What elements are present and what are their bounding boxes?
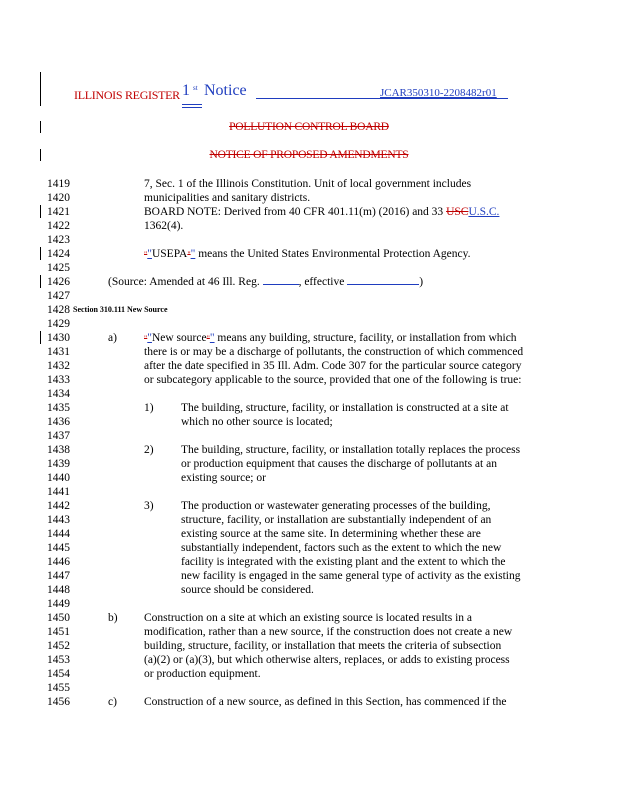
text-line: structure, facility, or installation are substantially independent of an — [181, 514, 492, 526]
inserted-quote: " — [190, 248, 196, 260]
inserted-text: U.S.C. — [468, 206, 500, 218]
deleted-quote: " — [187, 250, 191, 259]
text-line: municipalities and sanitary districts. — [144, 192, 311, 204]
issue-number: 1 — [182, 82, 190, 99]
double-underline — [182, 104, 202, 105]
change-bar — [40, 247, 41, 260]
line-number: 1452 — [47, 640, 70, 652]
text-line: or production equipment. — [144, 668, 261, 680]
line-number: 1437 — [47, 430, 70, 442]
definition-new-source — [144, 331, 517, 346]
line-number: 1455 — [47, 682, 70, 694]
line-number: 1444 — [47, 528, 70, 540]
defined-term: USEPA — [151, 248, 188, 260]
line-number: 1419 — [47, 178, 70, 190]
defined-term: New source — [151, 332, 207, 344]
subsection-label: a) — [108, 332, 117, 344]
change-bar — [40, 331, 41, 344]
deleted-quote: " — [206, 334, 210, 343]
line-number: 1439 — [47, 458, 70, 470]
line-number: 1442 — [47, 500, 70, 512]
change-bar — [40, 275, 41, 288]
line-number: 1447 — [47, 570, 70, 582]
issue-superscript: st — [193, 84, 198, 92]
line-number: 1430 — [47, 332, 70, 344]
board-title: POLLUTION CONTROL BOARD — [229, 121, 389, 133]
inserted-quote: " — [147, 248, 152, 260]
text-line: 7, Sec. 1 of the Illinois Constitution. Unit of local government includes — [144, 178, 472, 190]
text-line: The building, structure, facility, or installation is constructed at a site at — [181, 402, 509, 414]
line-number: 1423 — [47, 234, 70, 246]
text-line: substantially independent, factors such as the extent to which the new — [181, 542, 502, 554]
deleted-quote: " — [144, 334, 148, 343]
text-line: (a)(2) or (a)(3), but which otherwise alters, replaces, or adds to existing process — [144, 654, 510, 666]
notice-word: Notice — [204, 82, 247, 99]
subsection-label: 2) — [144, 444, 154, 456]
text-line: Construction of a new source, as defined in this Section, has commenced if the — [144, 696, 507, 708]
inserted-quote: " — [209, 332, 215, 344]
text-line: or subcategory applicable to the source, provided that one of the following is true: — [144, 374, 522, 386]
line-number: 1421 — [47, 206, 70, 218]
line-number: 1441 — [47, 486, 70, 498]
line-number: 1454 — [47, 668, 70, 680]
register-header — [0, 82, 618, 112]
source-text: ) — [419, 276, 424, 288]
line-number: 1438 — [47, 444, 70, 456]
text-line: The production or wastewater generating processes of the building, — [181, 500, 491, 512]
source-line — [108, 275, 423, 289]
line-number: 1446 — [47, 556, 70, 568]
line-number: 1428 — [47, 304, 70, 316]
line-number: 1456 — [47, 696, 70, 708]
text-line: The building, structure, facility, or installation totally replaces the process — [181, 444, 521, 456]
line-number: 1422 — [47, 220, 70, 232]
line-number: 1427 — [47, 290, 70, 302]
register-page-blank — [263, 275, 299, 285]
text-line: or production equipment that causes the discharge of pollutants at an — [181, 458, 497, 470]
text-line: after the date specified in 35 Ill. Adm. Code 307 for the particular source category — [144, 360, 522, 372]
line-number: 1434 — [47, 388, 70, 400]
inserted-quote: " — [147, 332, 152, 344]
line-number: 1424 — [47, 248, 70, 260]
double-underline — [182, 107, 202, 108]
definition-usepa — [144, 247, 471, 262]
line-number: 1435 — [47, 402, 70, 414]
text-line: new facility is engaged in the same general type of activity as the existing — [181, 570, 521, 582]
text-line: facility is integrated with the existing plant and the extent to which the — [181, 556, 506, 568]
register-name: ILLINOIS REGISTER — [74, 88, 180, 102]
subsection-label: b) — [108, 612, 118, 624]
board-note-line — [144, 205, 499, 219]
text-line: Construction on a site at which an existing source is located results in a — [144, 612, 472, 624]
board-note-text: BOARD NOTE: Derived from 40 CFR 401.11(m) (2016) and 33 — [144, 206, 447, 218]
line-number: 1433 — [47, 374, 70, 386]
line-number: 1426 — [47, 276, 70, 288]
line-number: 1429 — [47, 318, 70, 330]
text-line: there is or may be a discharge of pollutants, the construction of which commenced — [144, 346, 524, 358]
source-text: (Source: Amended at 46 Ill. Reg. — [108, 276, 263, 288]
line-number: 1420 — [47, 192, 70, 204]
subsection-label: 1) — [144, 402, 154, 414]
text-line: source should be considered. — [181, 584, 314, 596]
line-number: 1432 — [47, 360, 70, 372]
subsection-label: 3) — [144, 500, 154, 512]
text-line: which no other source is located; — [181, 416, 333, 428]
source-text: , effective — [298, 276, 348, 288]
line-number: 1443 — [47, 514, 70, 526]
effective-date-blank — [347, 275, 419, 285]
definition-text: means the United States Environmental Protection Agency. — [195, 248, 471, 260]
text-line: building, structure, facility, or installation that meets the criteria of subsection — [144, 640, 502, 652]
change-bar — [40, 205, 41, 218]
line-number: 1440 — [47, 472, 70, 484]
line-number: 1431 — [47, 346, 70, 358]
subsection-label: c) — [108, 696, 117, 708]
line-number: 1449 — [47, 598, 70, 610]
line-number: 1448 — [47, 584, 70, 596]
text-line: existing source; or — [181, 472, 266, 484]
notice-title: NOTICE OF PROPOSED AMENDMENTS — [209, 149, 409, 161]
line-number: 1425 — [47, 262, 70, 274]
definition-text: means any building, structure, facility, or installation from which — [214, 332, 517, 344]
line-number: 1436 — [47, 416, 70, 428]
line-number: 1445 — [47, 542, 70, 554]
line-number: 1450 — [47, 612, 70, 624]
deleted-text: USC — [446, 206, 469, 218]
line-number: 1453 — [47, 654, 70, 666]
document-id: JCAR350310-2208482r01 — [380, 87, 497, 99]
text-line: existing source at the same site. In determining whether these are — [181, 528, 481, 540]
line-number: 1451 — [47, 626, 70, 638]
text-line: 1362(4). — [144, 220, 184, 232]
section-heading: Section 310.111 New Source — [73, 305, 168, 314]
deleted-quote: " — [144, 250, 148, 259]
text-line: modification, rather than a new source, if the construction does not create a new — [144, 626, 513, 638]
